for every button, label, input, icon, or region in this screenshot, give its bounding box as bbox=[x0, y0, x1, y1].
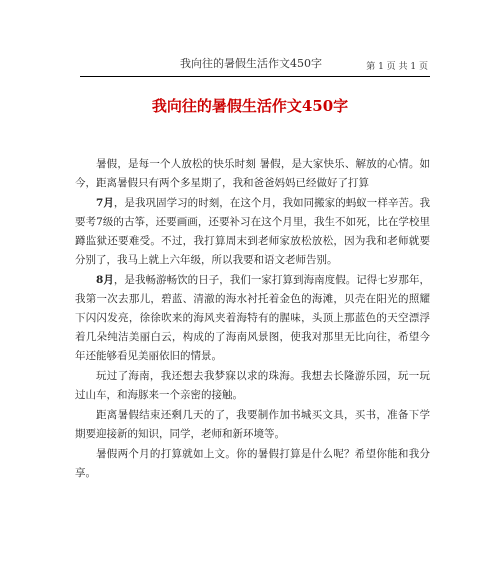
page-header bbox=[80, 53, 430, 75]
paragraph-text: ，是我畅游畅饮的日子，我们一家打算到海南度假。记得七岁那年，我第一次去那儿，碧蓝、清澈的海水衬托着金色的海滩，贝壳在阳光的照耀下闪闪发亮，徐徐吹来的海风夹着海特有的腥味，头顶上那蓝色的天空漂浮着几朵纯洁美丽白云，构成的了海南风景图，使我对那里无比向往，希望今年还能够看见美丽依旧的情景。 bbox=[75, 274, 431, 362]
paragraph-text: 玩过了海南，我还想去我梦寐以求的珠海。我想去长隆游乐园，玩一玩过山车，和海豚来一个亲密的接触。 bbox=[75, 370, 430, 401]
paragraph-text: ，是我巩固学习的时刻，在这个月，我如同搬家的蚂蚁一样辛苦。我要考7级的古筝，还要画画，还要补习在这个月里，我生不如死，比在学校里蹲监狱还要难受。不过，我打算周末到老师家放松放松，因为我和老师就要分别了，我马上就上六年级，所以我要和语文老师告别。 bbox=[75, 197, 431, 266]
paragraph bbox=[75, 445, 430, 483]
paragraph-lead: 7月 bbox=[96, 197, 114, 209]
paragraph bbox=[75, 271, 430, 366]
document-body bbox=[75, 155, 430, 484]
header-title: 我向往的暑假生活作文450字 bbox=[180, 57, 322, 70]
paragraph bbox=[75, 155, 430, 193]
page-number-label: 第 1 页 共 1 页 bbox=[366, 62, 428, 72]
paragraph bbox=[75, 367, 430, 405]
document-title: 我向往的暑假生活作文450字 bbox=[151, 97, 349, 115]
paragraph bbox=[75, 194, 430, 270]
header-divider bbox=[80, 76, 430, 77]
paragraph-lead: 8月 bbox=[96, 274, 114, 286]
paragraph bbox=[75, 406, 430, 444]
paragraph-text: 距离暑假结束还剩几天的了，我要制作加书城买文具，买书，准备下学期要迎接新的知识，同学，老师和新环境等。 bbox=[75, 409, 430, 440]
paragraph-text: 暑假两个月的打算就如上文。你的暑假打算是什么呢？希望你能和我分享。 bbox=[75, 448, 430, 479]
paragraph-text: 暑假，是每一个人放松的快乐时刻 暑假，是大家快乐、解放的心情。如今，距离暑假只有两个多星期了，我和爸爸妈妈已经做好了打算 bbox=[75, 158, 430, 189]
